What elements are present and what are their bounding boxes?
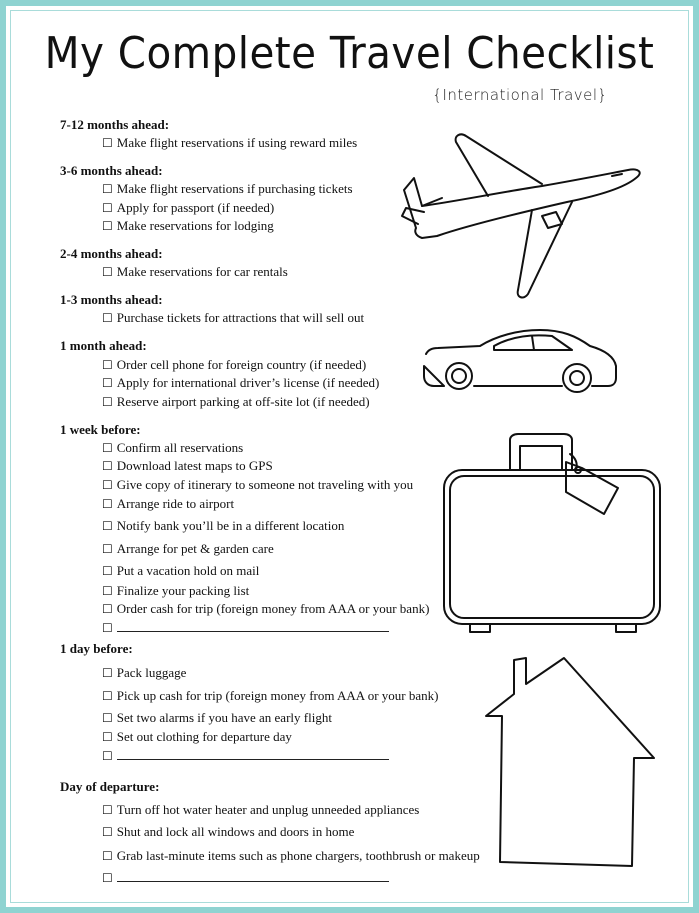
checkbox-icon[interactable]: ☐ xyxy=(102,564,113,578)
checkbox-icon[interactable]: ☐ xyxy=(102,478,113,492)
item-label: Shut and lock all windows and doors in home xyxy=(116,824,355,839)
checklist-item[interactable] xyxy=(102,180,353,198)
checklist-item[interactable] xyxy=(102,199,274,217)
item-label: Make flight reservations if purchasing tickets xyxy=(116,181,353,196)
car-icon xyxy=(422,326,622,396)
item-label: Apply for passport (if needed) xyxy=(116,200,275,215)
checklist-item[interactable] xyxy=(102,709,332,727)
section-heading: Day of departure: xyxy=(60,779,160,794)
checklist-item-blank[interactable] xyxy=(102,619,389,637)
checkbox-icon[interactable]: ☐ xyxy=(102,376,113,390)
item-label: Make reservations for car rentals xyxy=(116,264,288,279)
blank-write-in-line[interactable] xyxy=(117,747,389,760)
item-label: Finalize your packing list xyxy=(116,583,250,598)
checkbox-icon[interactable]: ☐ xyxy=(102,182,113,196)
item-label: Arrange for pet & garden care xyxy=(116,541,274,556)
item-label: Purchase tickets for attractions that will sell out xyxy=(116,310,365,325)
item-label: Grab last-minute items such as phone chargers, toothbrush or makeup xyxy=(116,848,480,863)
checkbox-icon[interactable]: ☐ xyxy=(102,395,113,409)
checkbox-icon[interactable]: ☐ xyxy=(102,803,113,817)
checklist-item[interactable] xyxy=(102,540,274,558)
checklist-item[interactable] xyxy=(102,134,357,152)
section-heading: 1 day before: xyxy=(60,641,133,656)
checklist-item[interactable] xyxy=(102,439,243,457)
checkbox-icon[interactable]: ☐ xyxy=(102,311,113,325)
checkbox-icon[interactable]: ☐ xyxy=(102,730,113,744)
checklist-item[interactable] xyxy=(102,847,480,865)
section-heading: 7-12 months ahead: xyxy=(60,117,170,132)
checkbox-icon[interactable]: ☐ xyxy=(102,265,113,279)
checkbox-icon[interactable]: ☐ xyxy=(102,689,113,703)
checkbox-icon[interactable]: ☐ xyxy=(102,201,113,215)
item-label: Pick up cash for trip (foreign money from AAA or your bank) xyxy=(116,688,439,703)
checklist-item[interactable] xyxy=(102,217,274,235)
blank-write-in-line[interactable] xyxy=(117,869,389,882)
checklist-item[interactable] xyxy=(102,823,354,841)
checkbox-icon[interactable]: ☐ xyxy=(102,459,113,473)
checklist-item[interactable] xyxy=(102,728,292,746)
item-label: Put a vacation hold on mail xyxy=(116,563,260,578)
item-label: Set two alarms if you have an early flight xyxy=(116,710,332,725)
suitcase-icon xyxy=(440,434,670,634)
item-label: Order cell phone for foreign country (if needed) xyxy=(116,357,367,372)
checklist-item[interactable] xyxy=(102,393,370,411)
page-title: My Complete Travel Checklist xyxy=(44,28,655,79)
checkbox-icon[interactable]: ☐ xyxy=(102,219,113,233)
section-heading: 1-3 months ahead: xyxy=(60,292,163,307)
checklist-item[interactable] xyxy=(102,664,186,682)
checklist-item[interactable] xyxy=(102,374,379,392)
item-label: Apply for international driver’s license (if needed) xyxy=(116,375,380,390)
section-heading: 1 month ahead: xyxy=(60,338,147,353)
item-label: Notify bank you’ll be in a different location xyxy=(116,518,345,533)
item-label: Set out clothing for departure day xyxy=(116,729,292,744)
item-label: Confirm all reservations xyxy=(116,440,244,455)
checklist-item-blank[interactable] xyxy=(102,747,389,765)
item-label: Arrange ride to airport xyxy=(116,496,235,511)
house-icon xyxy=(482,654,662,874)
checkbox-icon[interactable]: ☐ xyxy=(102,441,113,455)
page-subtitle: {International Travel} xyxy=(432,86,608,104)
checkbox-icon[interactable]: ☐ xyxy=(102,666,113,680)
checklist-item[interactable] xyxy=(102,687,438,705)
checklist-item[interactable] xyxy=(102,801,419,819)
checkbox-icon[interactable]: ☐ xyxy=(102,871,113,885)
checkbox-icon[interactable]: ☐ xyxy=(102,711,113,725)
checkbox-icon[interactable]: ☐ xyxy=(102,849,113,863)
checklist-item[interactable] xyxy=(102,263,288,281)
checklist-item[interactable] xyxy=(102,600,429,618)
item-label: Make reservations for lodging xyxy=(116,218,274,233)
checkbox-icon[interactable]: ☐ xyxy=(102,542,113,556)
checklist-item[interactable] xyxy=(102,517,344,535)
checklist-item[interactable] xyxy=(102,457,273,475)
checklist-item[interactable] xyxy=(102,356,366,374)
item-label: Download latest maps to GPS xyxy=(116,458,273,473)
checklist-item-blank[interactable] xyxy=(102,869,389,887)
checklist-item[interactable] xyxy=(102,495,234,513)
item-label: Pack luggage xyxy=(116,665,187,680)
section-heading: 1 week before: xyxy=(60,422,141,437)
checklist-item[interactable] xyxy=(102,562,259,580)
section-heading: 3-6 months ahead: xyxy=(60,163,163,178)
blank-write-in-line[interactable] xyxy=(117,619,389,632)
checkbox-icon[interactable]: ☐ xyxy=(102,358,113,372)
section-heading: 2-4 months ahead: xyxy=(60,246,163,261)
checklist-item[interactable] xyxy=(102,309,364,327)
checklist-item[interactable] xyxy=(102,476,413,494)
checkbox-icon[interactable]: ☐ xyxy=(102,825,113,839)
checkbox-icon[interactable]: ☐ xyxy=(102,584,113,598)
item-label: Order cash for trip (foreign money from AAA or your bank) xyxy=(116,601,430,616)
airplane-icon xyxy=(392,120,642,300)
item-label: Turn off hot water heater and unplug unneeded appliances xyxy=(116,802,420,817)
checkbox-icon[interactable]: ☐ xyxy=(102,621,113,635)
checkbox-icon[interactable]: ☐ xyxy=(102,136,113,150)
checkbox-icon[interactable]: ☐ xyxy=(102,497,113,511)
item-label: Give copy of itinerary to someone not traveling with you xyxy=(116,477,414,492)
checkbox-icon[interactable]: ☐ xyxy=(102,749,113,763)
checklist-item[interactable] xyxy=(102,582,249,600)
checkbox-icon[interactable]: ☐ xyxy=(102,519,113,533)
item-label: Reserve airport parking at off-site lot (if needed) xyxy=(116,394,370,409)
item-label: Make flight reservations if using reward miles xyxy=(116,135,358,150)
checkbox-icon[interactable]: ☐ xyxy=(102,602,113,616)
